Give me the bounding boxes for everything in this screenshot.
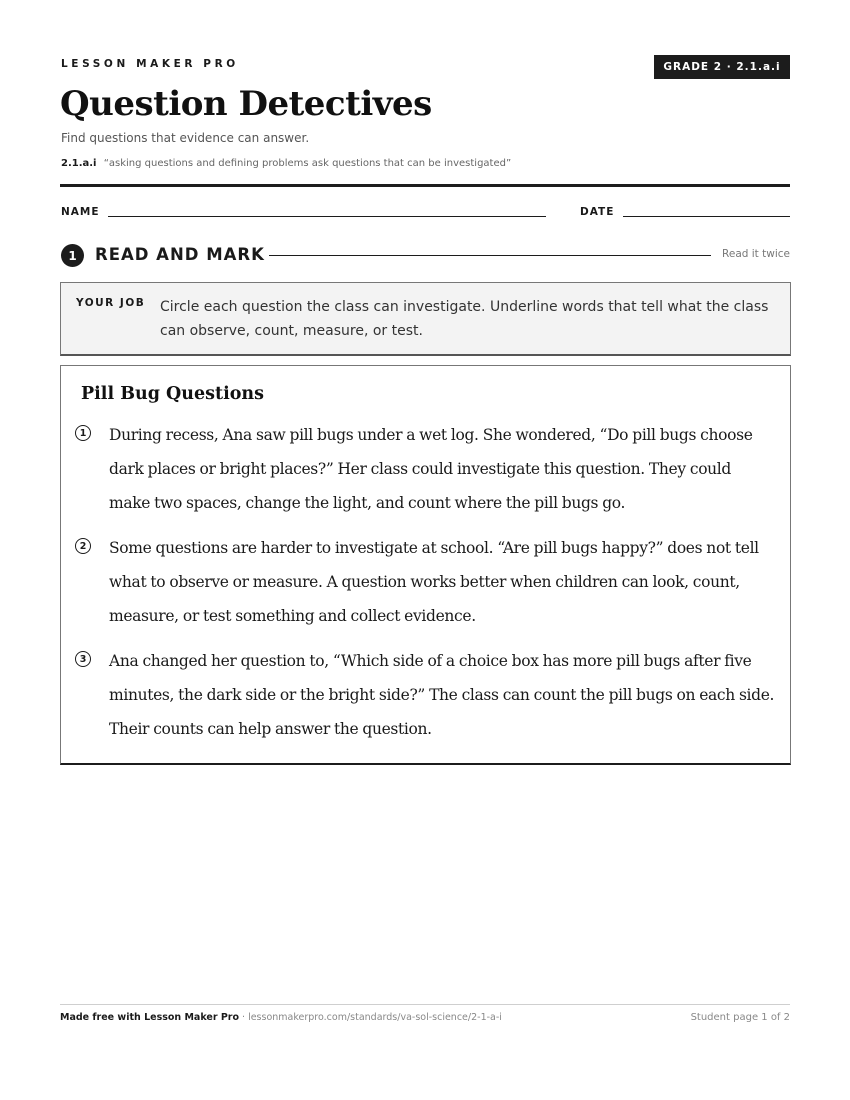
paragraph-number-circle: 2 bbox=[75, 538, 91, 554]
footer-page-number: Student page 1 of 2 bbox=[690, 1012, 790, 1023]
footer-url[interactable]: · lessonmakerpro.com/standards/va-sol-science/2-1-a-i bbox=[239, 1012, 502, 1023]
footer-made-with: Made free with Lesson Maker Pro bbox=[60, 1012, 240, 1023]
date-field-line[interactable] bbox=[623, 216, 790, 217]
your-job-label: YOUR JOB bbox=[76, 297, 146, 309]
section-number-badge: 1 bbox=[61, 244, 84, 267]
paragraph-number-circle: 3 bbox=[75, 651, 91, 667]
standard-line bbox=[61, 158, 511, 169]
page-subtitle: Find questions that evidence can answer. bbox=[61, 131, 310, 145]
paragraph-number-circle: 1 bbox=[75, 425, 91, 441]
paragraph-text: Ana changed her question to, “Which side of a choice box has more pill bugs after five minutes, the dark side or the bright side?” The class can count the pill bugs on each side. Their counts can help answer the question. bbox=[109, 652, 775, 738]
section-divider bbox=[269, 255, 711, 256]
paragraph-text: During recess, Ana saw pill bugs under a wet log. She wondered, “Do pill bugs choose dark places or bright places?” Her class could investigate this question. They could make two spaces, change the light, and count where the pill bugs go. bbox=[109, 426, 753, 512]
name-field-line[interactable] bbox=[108, 216, 546, 217]
your-job-text: Circle each question the class can investigate. Underline words that tell what the class can observe, count, measure, or test. bbox=[160, 299, 769, 339]
section-title: READ AND MARK bbox=[95, 245, 265, 264]
standard-code: 2.1.a.i bbox=[61, 158, 97, 169]
date-label: DATE bbox=[580, 206, 615, 218]
passage-title: Pill Bug Questions bbox=[81, 384, 264, 404]
brand-label: LESSON MAKER PRO bbox=[61, 58, 239, 70]
your-job-box bbox=[60, 282, 791, 356]
page-title: Question Detectives bbox=[60, 84, 432, 124]
passage-box bbox=[60, 365, 791, 765]
name-label: NAME bbox=[61, 206, 100, 218]
standard-text: “asking questions and defining problems ask questions that can be investigated” bbox=[103, 158, 512, 169]
grade-badge: GRADE 2 · 2.1.a.i bbox=[654, 55, 790, 79]
header-divider bbox=[60, 184, 790, 187]
section-note: Read it twice bbox=[722, 248, 790, 260]
paragraph-text: Some questions are harder to investigate at school. “Are pill bugs happy?” does not tell what to observe or measure. A question works better when children can look, count, measure, or test something and collect evidence. bbox=[109, 539, 759, 625]
footer-credit bbox=[60, 1012, 502, 1023]
footer-divider bbox=[60, 1004, 790, 1005]
